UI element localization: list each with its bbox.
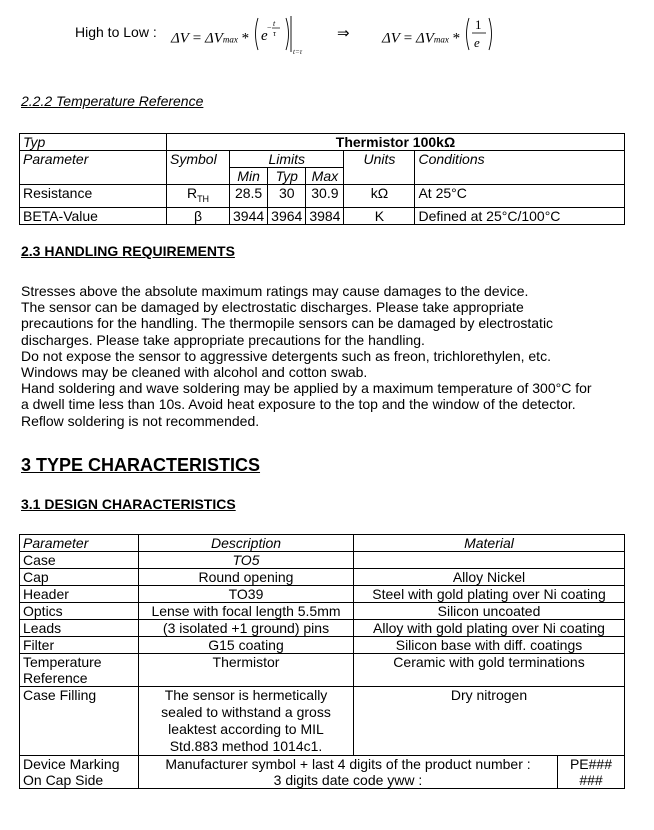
header-typ: Typ [268,168,306,185]
cell-parameter: Filter [20,637,139,654]
cell-parameter: Cap [20,569,139,586]
cell-marking-description [139,756,558,789]
cell-description: Round opening [139,569,354,586]
cell-max: 30.9 [306,185,344,208]
marking-code-2: ### [579,772,603,788]
cell-conditions: At 25°C [415,185,625,208]
paragraph-line: precautions for the handling. The thermopile sensors can be damaged by electrostatic [21,315,554,332]
cell-parameter: Optics [20,603,139,620]
svg-text:t=τ: t=τ [292,48,303,54]
cell-units: K [344,207,415,224]
table-row [20,756,625,789]
cell-parameter: Leads [20,620,139,637]
marking-code-1: PE### [569,756,613,772]
table-row [20,603,625,620]
table-row [20,637,625,654]
paragraph-line: discharges. Please take appropriate precautions for the handling. [21,331,425,348]
header-material: Material [354,535,625,552]
cell-typ: 3964 [268,207,306,224]
paragraph-line: a dwell time less than 10s. Avoid heat exposure to the top and the window of the detector. [21,396,576,413]
header-parameter: Parameter [20,535,139,552]
svg-text:−: − [266,23,272,32]
decay-formula [75,16,615,60]
header-symbol: Symbol [167,151,230,185]
cell-symbol: $R_{TH}$ [167,185,230,208]
marking-line-1: Manufacturer symbol + last 4 digits of the product number : [165,756,531,772]
cell-conditions: Defined at 25°C/100°C [415,207,625,224]
cell-description: TO39 [139,586,354,603]
svg-text:e: e [473,35,480,50]
cell-material: Alloy Nickel [354,569,625,586]
table-row [20,687,625,756]
paragraph-line: Windows may be cleaned with alcohol and cotton swab. [21,364,368,381]
cell-description: (3 isolated +1 ground) pins [139,620,354,637]
table-row [20,620,625,637]
table-row [20,569,625,586]
table-row [20,185,625,208]
paragraph-line: Stresses above the absolute maximum ratings may cause damages to the device. [21,283,529,299]
cell-parameter: Device Marking On Cap Side [20,756,139,789]
formula-left: ΔV = ΔVmax * e t τ − t=τ [171,24,307,54]
typ-label: Typ [20,134,167,151]
cell-parameter: Case Filling [20,687,139,756]
cell-material: Alloy with gold plating over Ni coating [354,620,625,637]
cell-description: Lense with focal length 5.5mm [139,603,354,620]
cell-material: Ceramic with gold terminations [354,654,625,687]
table-row [20,207,625,224]
svg-text:τ: τ [272,29,276,38]
paragraph-line: Hand soldering and wave soldering may be applied by a maximum temperature of 300°C for [21,380,592,397]
table-row [20,586,625,603]
cell-parameter: BETA-Value [20,207,167,224]
cell-parameter: Temperature Reference [20,654,139,687]
header-max: Max [306,168,344,185]
cell-marking-codes [558,756,625,789]
cell-description: G15 coating [139,637,354,654]
cell-material: Silicon base with diff. coatings [354,637,625,654]
cell-material: Steel with gold plating over Ni coating [354,586,625,603]
table-row [20,552,625,569]
section-3-1-heading: 3.1 DESIGN CHARACTERISTICS [21,496,236,512]
paragraph-line: Reflow soldering is not recommended. [21,412,260,429]
cell-parameter: Resistance [20,185,167,208]
cell-max: 3984 [306,207,344,224]
header-parameter: Parameter [20,151,167,185]
cell-symbol: β [167,207,230,224]
typ-value: Thermistor 100kΩ [167,134,625,151]
header-limits: Limits [230,151,344,168]
handling-paragraph [21,283,646,429]
header-min: Min [230,168,268,185]
cell-description: The sensor is hermetically sealed to withstand a gross leaktest according to MIL Std.883 method 1014c1. [139,687,354,756]
marking-line-2: 3 digits date code yww : [273,772,423,788]
cell-typ: 30 [268,185,306,208]
paragraph-line: Do not expose the sensor to aggressive detergents such as freon, trichlorethylen, etc. [21,347,551,364]
svg-text:1: 1 [474,17,482,32]
section-2-3-heading: 2.3 HANDLING REQUIREMENTS [21,243,235,259]
thermistor-table [19,133,625,225]
paragraph-line: The sensor can be damaged by electrostatic discharges. Please take appropriate [21,299,524,316]
cell-material: Silicon uncoated [354,603,625,620]
formula-right: ΔV = ΔVmax * 1 e [382,24,496,54]
cell-parameter: Header [20,586,139,603]
design-table [19,534,625,789]
header-conditions: Conditions [415,151,625,185]
fraction-expression [464,14,496,54]
section-3-heading: 3 TYPE CHARACTERISTICS [21,455,261,475]
cell-material: Dry nitrogen [354,687,625,756]
cell-min: 28.5 [230,185,268,208]
cell-units: kΩ [344,185,415,208]
cell-min: 3944 [230,207,268,224]
cell-description: TO5 [139,552,354,569]
svg-text:t: t [272,19,276,28]
table-row [20,654,625,687]
cell-description: Thermistor [139,654,354,687]
header-units: Units [344,151,415,185]
header-description: Description [139,535,354,552]
cell-material [354,552,625,569]
section-2-2-2-heading: 2.2.2 Temperature Reference [21,93,204,109]
formula-prefix: High to Low : [75,24,157,40]
formula-arrow: ⇒ [337,26,350,42]
cell-parameter: Case [20,552,139,569]
exp-expression [253,14,307,54]
svg-text:e: e [260,28,268,44]
